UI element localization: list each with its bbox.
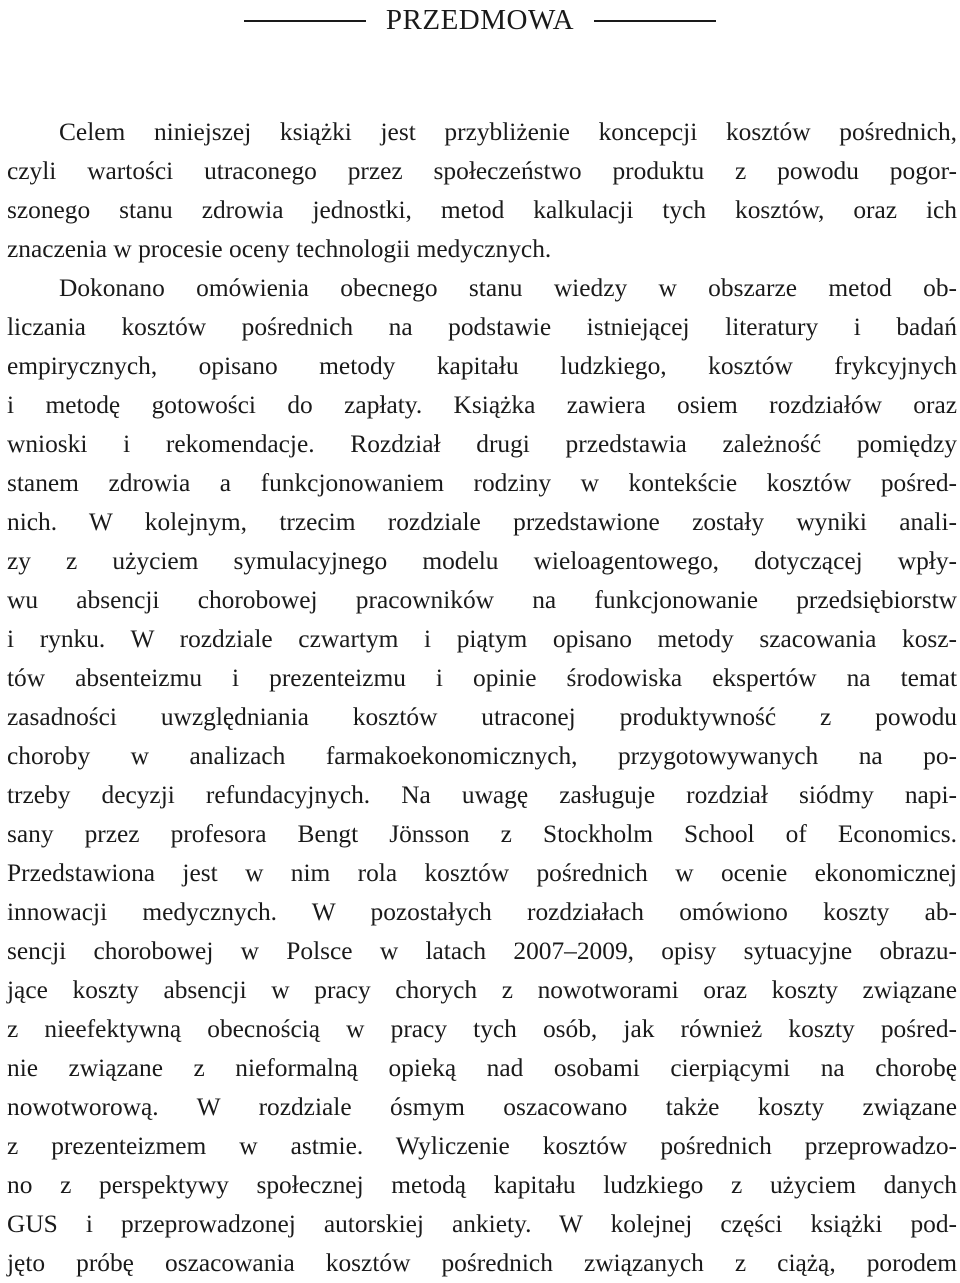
text-line: czyli wartości utraconego przez społeczeństwo produktu z powodu pogor- <box>7 157 957 185</box>
text-line: nich. W kolejnym, trzecim rozdziale przedstawione zostały wyniki anali- <box>7 508 957 536</box>
text-line: innowacji medycznych. W pozostałych rozdziałach omówiono koszty ab- <box>7 898 957 926</box>
text-line: z nieefektywną obecnością w pracy tych osób, jak również koszty pośred- <box>7 1015 957 1043</box>
text-line: znaczenia w procesie oceny technologii medycznych. <box>7 235 552 263</box>
heading-rule-left <box>244 20 366 22</box>
text-line: tów absenteizmu i prezenteizmu i opinie środowiska ekspertów na temat <box>7 664 957 692</box>
text-line: choroby w analizach farmakoekonomicznych, przygotowywanych na po- <box>7 742 957 770</box>
page-title: PRZEDMOWA <box>385 3 575 36</box>
text-line: jące koszty absencji w pracy chorych z nowotworami oraz koszty związane <box>7 976 957 1004</box>
text-line: GUS i przeprowadzonej autorskiej ankiety. W kolejnej części książki pod- <box>7 1210 957 1238</box>
text-line: no z perspektywy społecznej metodą kapitału ludzkiego z użyciem danych <box>7 1171 957 1199</box>
text-line: trzeby decyzji refundacyjnych. Na uwagę zasługuje rozdział siódmy napi- <box>7 781 957 809</box>
text-line: jęto próbę oszacowania kosztów pośrednich związanych z ciążą, porodem <box>7 1249 957 1277</box>
body-text <box>7 113 957 1283</box>
text-line: nie związane z nieformalną opieką nad osobami cierpiącymi na chorobę <box>7 1054 957 1082</box>
text-line: wu absencji chorobowej pracowników na funkcjonowanie przedsiębiorstw <box>7 586 957 614</box>
text-line: sencji chorobowej w Polsce w latach 2007–2009, opisy sytuacyjne obrazu- <box>7 937 957 965</box>
text-line: Dokonano omówienia obecnego stanu wiedzy w obszarze metod ob- <box>59 274 957 302</box>
paragraph-2 <box>7 269 957 1283</box>
text-line: empirycznych, opisano metody kapitału ludzkiego, kosztów frykcyjnych <box>7 352 957 380</box>
text-line: wnioski i rekomendacje. Rozdział drugi przedstawia zależność pomiędzy <box>7 430 957 458</box>
heading-row <box>0 0 960 40</box>
text-line: i rynku. W rozdziale czwartym i piątym opisano metody szacowania kosz- <box>7 625 957 653</box>
text-line: stanem zdrowia a funkcjonowaniem rodziny w kontekście kosztów pośred- <box>7 469 957 497</box>
text-line: z prezenteizmem w astmie. Wyliczenie kosztów pośrednich przeprowadzo- <box>7 1132 957 1160</box>
text-line: Przedstawiona jest w nim rola kosztów pośrednich w ocenie ekonomicznej <box>7 859 957 887</box>
text-line: zy z użyciem symulacyjnego modelu wieloagentowego, dotyczącej wpły- <box>7 547 957 575</box>
heading-rule-right <box>594 20 716 22</box>
text-line: Celem niniejszej książki jest przybliżenie koncepcji kosztów pośrednich, <box>59 118 957 146</box>
text-line: liczania kosztów pośrednich na podstawie istniejącej literatury i badań <box>7 313 957 341</box>
paragraph-1 <box>7 113 957 269</box>
text-line: i metodę gotowości do zapłaty. Książka zawiera osiem rozdziałów oraz <box>7 391 957 419</box>
text-line: nowotworową. W rozdziale ósmym oszacowano także koszty związane <box>7 1093 957 1121</box>
text-line: sany przez profesora Bengt Jönsson z Stockholm School of Economics. <box>7 820 957 848</box>
text-line: zasadności uwzględniania kosztów utraconej produktywność z powodu <box>7 703 957 731</box>
text-line: szonego stanu zdrowia jednostki, metod kalkulacji tych kosztów, oraz ich <box>7 196 957 224</box>
